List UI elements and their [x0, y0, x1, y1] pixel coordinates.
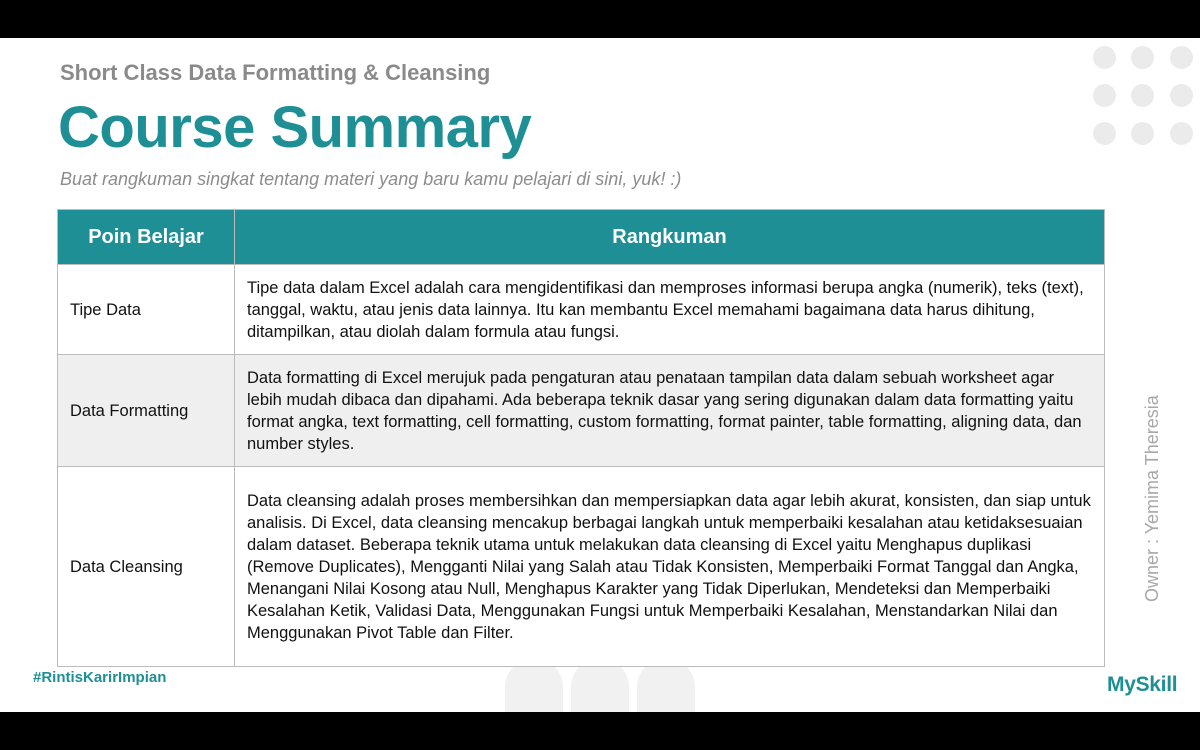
course-subtitle: Short Class Data Formatting & Cleansing: [60, 60, 491, 85]
row-summary-text: Tipe data dalam Excel adalah cara mengidentifikasi dan memproses informasi berupa angka (numerik), teks (text), tanggal, waktu, atau jenis data lainnya. Itu kan membantu Excel memahami bagaimana data harus dihitung, ditampilkan, atau diolah dalam formula atau fungsi.: [235, 265, 1105, 355]
summary-table: [57, 209, 1105, 667]
slide: [0, 38, 1200, 712]
hashtag-link[interactable]: #RintisKarirImpian: [33, 669, 167, 686]
table-header-row: [58, 210, 1105, 265]
column-header-rangkuman: Rangkuman: [235, 210, 1105, 265]
owner-credit: Owner : Yemima Theresia: [1142, 395, 1162, 602]
row-point-label: Data Cleansing: [58, 467, 235, 667]
myskill-logo: MySkill: [1107, 673, 1178, 696]
row-point-label: Tipe Data: [58, 265, 235, 355]
row-point-label: Data Formatting: [58, 355, 235, 467]
column-header-poin-belajar: Poin Belajar: [58, 210, 235, 265]
row-summary-text: Data cleansing adalah proses membersihkan dan mempersiapkan data agar lebih akurat, konsisten, dan siap untuk analisis. Di Excel, data cleansing mencakup berbagai langkah untuk memperbaiki kesalahan atau ketidaksesuaian dalam dataset. Beberapa teknik utama untuk melakukan data cleansing di Excel yaitu Menghapus duplikasi (Remove Duplicates), Mengganti Nilai yang Salah atau Tidak Konsisten, Memperbaiki Format Tanggal dan Angka, Menangani Nilai Kosong atau Null, Menghapus Karakter yang Tidak Diperlukan, Mendeteksi dan Memperbaiki Kesalahan Ketik, Validasi Data, Menggunakan Fungsi untuk Memperbaiki Kesalahan, Menstandarkan Nilai dan Menggunakan Pivot Table dan Filter.: [235, 467, 1105, 667]
table-row: [58, 265, 1105, 355]
table-row: [58, 355, 1105, 467]
table-row: [58, 467, 1105, 667]
page-title: Course Summary: [58, 95, 532, 160]
row-summary-text: Data formatting di Excel merujuk pada pengaturan atau penataan tampilan data dalam sebuah worksheet agar lebih mudah dibaca dan dipahami. Ada beberapa teknik dasar yang sering digunakan dalam data formatting yaitu format angka, text formatting, cell formatting, custom formatting, format painter, table formatting, aligning data, dan number styles.: [235, 355, 1105, 467]
tagline: Buat rangkuman singkat tentang materi yang baru kamu pelajari di sini, yuk! :): [60, 169, 682, 189]
